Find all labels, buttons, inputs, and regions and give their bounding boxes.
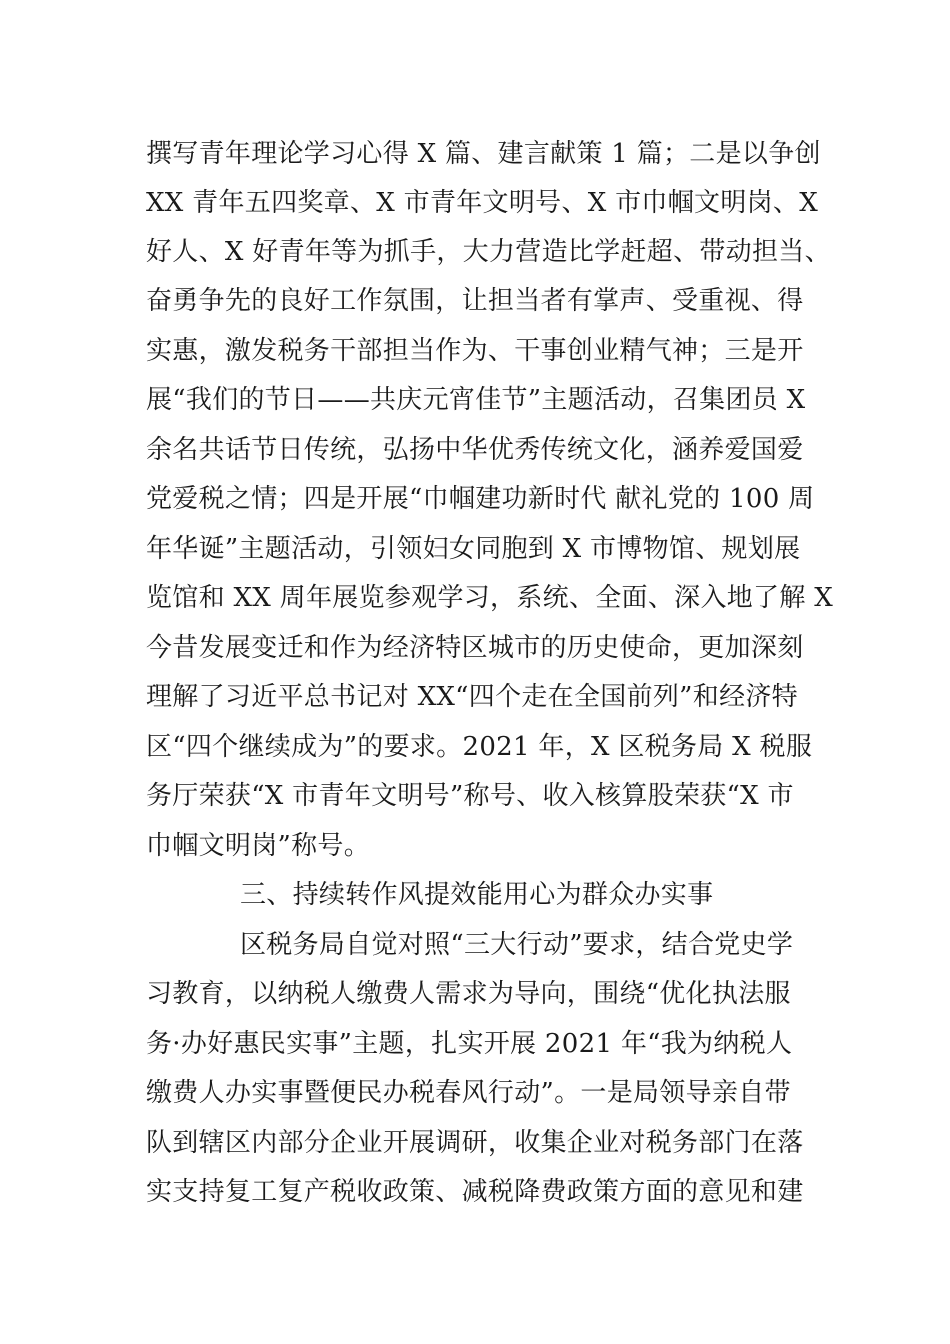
paragraph-line: 队到辖区内部分企业开展调研，收集企业对税务部门在落 (146, 1128, 804, 1158)
paragraph-line: 务厅荣获“X 市青年文明号”称号、收入核算股荣获“X 市 (146, 781, 794, 811)
paragraph-line: 区“四个继续成为”的要求。2021 年，X 区税务局 X 税服 (146, 732, 813, 762)
paragraph-line: 年华诞”主题活动，引领妇女同胞到 X 市博物馆、规划展 (146, 534, 801, 564)
paragraph-line: 展“我们的节日——共庆元宵佳节”主题活动，召集团员 X (146, 385, 806, 415)
paragraph-line: 务·办好惠民实事”主题，扎实开展 2021 年“我为纳税人 (146, 1029, 793, 1059)
paragraph-line: 实惠，激发税务干部担当作为、干事创业精气神；三是开 (146, 336, 804, 366)
paragraph-line: 区税务局自觉对照“三大行动”要求，结合党史学 (240, 930, 794, 960)
paragraph-line: 缴费人办实事暨便民办税春风行动”。一是局领导亲自带 (146, 1078, 791, 1108)
paragraph-line: 好人、X 好青年等为抓手，大力营造比学赶超、带动担当、 (146, 237, 831, 267)
paragraph-line: 奋勇争先的良好工作氛围，让担当者有掌声、受重视、得 (146, 286, 804, 316)
paragraph-line: 实支持复工复产税收政策、减税降费政策方面的意见和建 (146, 1177, 804, 1207)
paragraph-line: 余名共话节日传统，弘扬中华优秀传统文化，涵养爱国爱 (146, 435, 804, 465)
paragraph-line: 理解了习近平总书记对 XX“四个走在全国前列”和经济特 (146, 682, 798, 712)
paragraph-line: 览馆和 XX 周年展览参观学习，系统、全面、深入地了解 X (146, 583, 834, 613)
section-heading: 三、持续转作风提效能用心为群众办实事 (240, 880, 714, 910)
paragraph-line: 今昔发展变迁和作为经济特区城市的历史使命，更加深刻 (146, 633, 804, 663)
paragraph-line: 党爱税之情；四是开展“巾帼建功新时代 献礼党的 100 周 (146, 484, 815, 514)
paragraph-line: 习教育，以纳税人缴费人需求为导向，围绕“优化执法服 (146, 979, 791, 1009)
paragraph-line: XX 青年五四奖章、X 市青年文明号、X 市巾帼文明岗、X (146, 188, 819, 218)
paragraph-line: 撰写青年理论学习心得 X 篇、建言献策 1 篇；二是以争创 (146, 139, 821, 169)
paragraph-line: 巾帼文明岗”称号。 (146, 831, 370, 861)
